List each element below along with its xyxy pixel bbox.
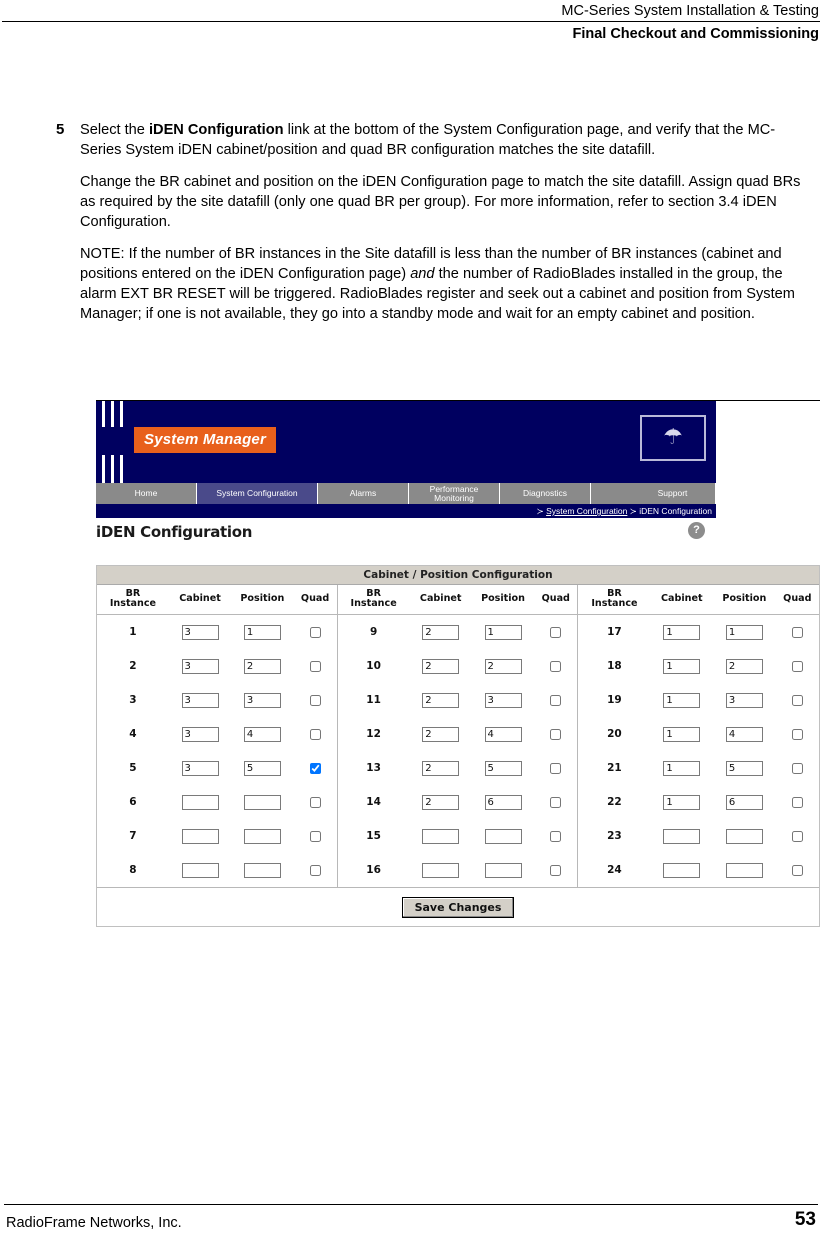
quad-cell	[534, 819, 577, 853]
table-row	[578, 785, 819, 819]
position-cell	[713, 853, 776, 887]
quad-cell	[294, 751, 337, 785]
quad-checkbox[interactable]	[550, 797, 561, 808]
position-input[interactable]	[726, 795, 763, 810]
position-cell	[231, 717, 293, 751]
screenshot-figure	[96, 400, 820, 914]
cabinet-input[interactable]	[663, 863, 700, 878]
breadcrumb-current: iDEN Configuration	[639, 506, 712, 516]
text-run: and	[410, 266, 435, 282]
text-run: NOTE: If the number of BR instances in the Site datafill is less than the number of BR instances (cabinet and positions entered on the iDEN Configuration page)	[80, 246, 782, 282]
position-input[interactable]	[485, 863, 522, 878]
quad-checkbox[interactable]	[310, 729, 321, 740]
quad-checkbox[interactable]	[550, 627, 561, 638]
position-input[interactable]	[244, 659, 281, 674]
quad-checkbox[interactable]	[792, 797, 803, 808]
cabinet-input[interactable]	[663, 625, 700, 640]
br-instance-value: 7	[129, 830, 137, 842]
table-header-row	[578, 585, 819, 615]
quad-checkbox[interactable]	[550, 831, 561, 842]
quad-checkbox[interactable]	[792, 627, 803, 638]
position-input[interactable]	[726, 659, 763, 674]
cabinet-cell	[169, 819, 231, 853]
position-cell	[231, 853, 293, 887]
cabinet-input[interactable]	[663, 693, 700, 708]
position-input[interactable]	[726, 761, 763, 776]
position-input[interactable]	[485, 727, 522, 742]
cabinet-position-panel	[96, 565, 820, 927]
cabinet-cell	[410, 683, 472, 717]
step-body	[80, 120, 808, 324]
quad-cell	[294, 649, 337, 683]
cabinet-input[interactable]	[182, 659, 219, 674]
position-input[interactable]	[485, 659, 522, 674]
position-input[interactable]	[726, 829, 763, 844]
cabinet-input[interactable]	[663, 659, 700, 674]
quad-cell	[534, 615, 577, 650]
position-cell	[472, 751, 534, 785]
app-banner	[96, 401, 716, 483]
column-header-position: Position	[472, 585, 534, 615]
paragraph-3-note	[80, 244, 808, 324]
quad-checkbox[interactable]	[792, 763, 803, 774]
position-cell	[472, 649, 534, 683]
br-instance-value: 16	[366, 864, 381, 876]
column-header-position: Position	[713, 585, 776, 615]
quad-cell	[776, 649, 819, 683]
cabinet-input[interactable]	[182, 693, 219, 708]
cabinet-input[interactable]	[182, 863, 219, 878]
cabinet-input[interactable]	[663, 761, 700, 776]
quad-checkbox[interactable]	[792, 695, 803, 706]
quad-cell	[776, 683, 819, 717]
quad-cell	[776, 785, 819, 819]
nav-item-label: Performance Monitoring	[429, 483, 479, 503]
cabinet-cell	[651, 785, 714, 819]
position-input[interactable]	[244, 863, 281, 878]
quad-cell	[534, 751, 577, 785]
breadcrumb-separator: ≻	[627, 506, 640, 516]
position-input[interactable]	[726, 693, 763, 708]
cabinet-input[interactable]	[422, 693, 459, 708]
column-header-position: Position	[231, 585, 293, 615]
breadcrumb-link-system-configuration[interactable]: System Configuration	[546, 506, 628, 516]
br-instance-value: 22	[607, 796, 622, 808]
footer-company: RadioFrame Networks, Inc.	[6, 1215, 182, 1231]
nav-item-support[interactable]	[630, 483, 716, 504]
column-header-br-instance: BR Instance	[338, 585, 410, 615]
cabinet-cell	[410, 853, 472, 887]
quad-cell	[776, 717, 819, 751]
table-row	[578, 853, 819, 887]
help-icon[interactable]: ?	[688, 522, 705, 539]
table-row	[578, 751, 819, 785]
config-table-3	[578, 585, 819, 887]
quad-cell	[776, 819, 819, 853]
br-instance-value: 9	[369, 626, 378, 638]
position-input[interactable]	[485, 829, 522, 844]
cabinet-cell	[169, 683, 231, 717]
column-header-br-instance: BR Instance	[97, 585, 169, 615]
table-row	[578, 683, 819, 717]
table-header-row	[97, 585, 337, 615]
quad-checkbox[interactable]	[310, 865, 321, 876]
quad-cell	[294, 683, 337, 717]
numbered-step	[56, 120, 808, 324]
column-header-cabinet: Cabinet	[169, 585, 231, 615]
position-input[interactable]	[726, 625, 763, 640]
table-row	[97, 785, 337, 819]
quad-checkbox[interactable]	[550, 695, 561, 706]
step-number: 5	[56, 121, 65, 138]
config-table-1	[97, 585, 337, 887]
position-cell	[472, 615, 534, 650]
app-title: System Manager	[134, 427, 276, 453]
position-cell	[231, 615, 293, 650]
save-changes-button[interactable]: Save Changes	[402, 897, 515, 918]
nav-item-label: Home	[134, 488, 158, 498]
breadcrumb-prefix: ≻	[536, 506, 547, 516]
page-title: iDEN Configuration	[96, 523, 253, 541]
cabinet-cell	[651, 853, 714, 887]
br-instance-value: 12	[366, 728, 381, 740]
position-cell	[231, 785, 293, 819]
cabinet-cell	[169, 785, 231, 819]
quad-cell	[534, 785, 577, 819]
position-cell	[231, 751, 293, 785]
cabinet-input[interactable]	[422, 795, 459, 810]
br-instance-value: 18	[607, 660, 622, 672]
body-content	[56, 120, 808, 324]
text-run: link at the bottom of the System Configuration page, and verify that the MC-Series System iDEN cabinet/position and quad BR configuration matches the site datafill.	[80, 122, 776, 158]
footer-divider	[4, 1204, 818, 1205]
paragraph-1	[80, 120, 808, 160]
quad-cell	[534, 683, 577, 717]
cabinet-input[interactable]	[182, 727, 219, 742]
br-instance-value: 20	[607, 728, 622, 740]
table-row	[97, 717, 337, 751]
cabinet-cell	[410, 649, 472, 683]
nav-spacer	[591, 483, 630, 504]
table-row	[578, 649, 819, 683]
quad-checkbox[interactable]	[550, 729, 561, 740]
cabinet-cell	[651, 819, 714, 853]
position-cell	[472, 785, 534, 819]
position-cell	[713, 649, 776, 683]
nav-item-label: Support	[657, 488, 688, 498]
cabinet-cell	[169, 649, 231, 683]
quad-checkbox[interactable]	[310, 763, 321, 774]
page-number: 53	[794, 1209, 816, 1230]
quad-checkbox[interactable]	[792, 729, 803, 740]
quad-cell	[294, 785, 337, 819]
quad-cell	[294, 717, 337, 751]
position-cell	[472, 853, 534, 887]
br-instance-value: 23	[607, 830, 622, 842]
text-run: Change the BR cabinet and position on the iDEN Configuration page to match the site datafill. Assign quad BRs as required by the site datafill (only one quad BR per group). For more information, refer to section 3.4 iDEN Configuration.	[80, 174, 801, 230]
br-instance-value: 8	[129, 864, 137, 876]
position-cell	[713, 717, 776, 751]
cabinet-cell	[410, 751, 472, 785]
table-row	[97, 683, 337, 717]
position-input[interactable]	[244, 625, 281, 640]
cabinet-input[interactable]	[422, 625, 459, 640]
quad-cell	[776, 853, 819, 887]
column-header-cabinet: Cabinet	[410, 585, 472, 615]
column-header-cabinet: Cabinet	[651, 585, 714, 615]
table-row	[338, 615, 578, 650]
br-instance-value: 14	[366, 796, 381, 808]
cabinet-input[interactable]	[422, 659, 459, 674]
table-row	[97, 751, 337, 785]
position-cell	[713, 751, 776, 785]
nav-item-label: System Configuration	[216, 488, 298, 498]
header-section-title: Final Checkout and Commissioning	[572, 26, 819, 42]
app-navbar[interactable]	[96, 483, 716, 504]
quad-cell	[776, 751, 819, 785]
column-header-quad: Quad	[776, 585, 819, 615]
quad-checkbox[interactable]	[310, 797, 321, 808]
cabinet-input[interactable]	[663, 829, 700, 844]
br-instance-value: 21	[607, 762, 622, 774]
br-instance-value: 1	[129, 626, 137, 638]
text-run: the number of RadioBlades installed in the group, the alarm EXT BR RESET will be triggered. RadioBlades register and seek out a cabinet and position from System Manager; if one is not available, they go into a standby mode and wait for an empty cabinet and position.	[80, 266, 795, 322]
quad-checkbox[interactable]	[792, 865, 803, 876]
position-cell	[231, 683, 293, 717]
banner-stripe-mask	[102, 427, 138, 455]
breadcrumb	[96, 504, 716, 518]
br-instance-value: 3	[129, 694, 137, 706]
nav-item-home[interactable]	[96, 483, 197, 504]
br-instance-value: 19	[607, 694, 622, 706]
position-cell	[713, 785, 776, 819]
app-page-title-row	[96, 518, 820, 552]
grid-column-3	[578, 585, 819, 887]
br-instance-value: 15	[366, 830, 381, 842]
cabinet-cell	[651, 649, 714, 683]
position-input[interactable]	[244, 727, 281, 742]
table-row	[338, 819, 578, 853]
cabinet-input[interactable]	[182, 761, 219, 776]
cabinet-input[interactable]	[422, 863, 459, 878]
quad-checkbox[interactable]	[310, 661, 321, 672]
cabinet-input[interactable]	[182, 625, 219, 640]
cabinet-cell	[410, 615, 472, 650]
cabinet-input[interactable]	[422, 727, 459, 742]
position-input[interactable]	[244, 829, 281, 844]
header-divider	[2, 21, 820, 22]
quad-cell	[534, 649, 577, 683]
cabinet-input[interactable]	[663, 727, 700, 742]
column-header-quad: Quad	[294, 585, 337, 615]
position-cell	[472, 717, 534, 751]
quad-checkbox[interactable]	[550, 865, 561, 876]
position-cell	[472, 683, 534, 717]
cabinet-cell	[651, 683, 714, 717]
position-cell	[713, 819, 776, 853]
table-row	[338, 751, 578, 785]
text-run: Select the	[80, 122, 149, 138]
position-input[interactable]	[485, 693, 522, 708]
position-input[interactable]	[244, 795, 281, 810]
config-table-2	[338, 585, 578, 887]
quad-checkbox[interactable]	[310, 695, 321, 706]
column-header-quad: Quad	[534, 585, 577, 615]
quad-cell	[294, 615, 337, 650]
nav-item-alarms[interactable]	[318, 483, 409, 504]
position-cell	[231, 819, 293, 853]
br-instance-value: 2	[129, 660, 137, 672]
quad-checkbox[interactable]	[792, 831, 803, 842]
cabinet-input[interactable]	[422, 761, 459, 776]
br-instance-value: 11	[366, 694, 381, 706]
cabinet-cell	[169, 751, 231, 785]
paragraph-2	[80, 172, 808, 232]
cabinet-cell	[169, 853, 231, 887]
table-row	[338, 785, 578, 819]
network-logo-icon: ☂	[640, 415, 706, 461]
br-instance-value: 6	[129, 796, 137, 808]
quad-cell	[534, 717, 577, 751]
quad-cell	[294, 853, 337, 887]
text-run: iDEN Configuration	[148, 122, 284, 138]
configuration-grid	[97, 585, 819, 887]
table-row	[578, 717, 819, 751]
cabinet-input[interactable]	[182, 795, 219, 810]
page-footer	[0, 1204, 822, 1231]
table-row	[338, 717, 578, 751]
grid-column-2	[338, 585, 579, 887]
cabinet-input[interactable]	[182, 829, 219, 844]
position-cell	[231, 649, 293, 683]
position-input[interactable]	[485, 625, 522, 640]
quad-cell	[776, 615, 819, 650]
cabinet-cell	[651, 615, 714, 650]
cabinet-input[interactable]	[422, 829, 459, 844]
header-document-title: MC-Series System Installation & Testing	[561, 3, 819, 19]
position-cell	[472, 819, 534, 853]
br-instance-value: 17	[607, 626, 622, 638]
grid-column-1	[97, 585, 338, 887]
nav-item-performance-monitoring[interactable]	[409, 483, 500, 504]
cabinet-cell	[410, 819, 472, 853]
table-row	[578, 615, 819, 650]
br-instance-value: 24	[607, 864, 622, 876]
cabinet-cell	[169, 615, 231, 650]
table-header-row	[338, 585, 578, 615]
position-input[interactable]	[244, 693, 281, 708]
nav-item-label: Diagnostics	[523, 488, 567, 498]
cabinet-cell	[169, 717, 231, 751]
quad-checkbox[interactable]	[792, 661, 803, 672]
position-input[interactable]	[485, 761, 522, 776]
table-row	[578, 819, 819, 853]
br-instance-value: 4	[129, 728, 137, 740]
quad-cell	[294, 819, 337, 853]
position-input[interactable]	[244, 761, 281, 776]
table-row	[97, 615, 337, 650]
table-row	[338, 853, 578, 887]
position-cell	[713, 615, 776, 650]
position-input[interactable]	[726, 863, 763, 878]
table-row	[97, 819, 337, 853]
br-instance-value: 5	[129, 762, 137, 774]
cabinet-cell	[410, 785, 472, 819]
position-cell	[713, 683, 776, 717]
table-row	[97, 649, 337, 683]
cabinet-cell	[410, 717, 472, 751]
page-header	[0, 0, 822, 44]
quad-cell	[534, 853, 577, 887]
panel-title: Cabinet / Position Configuration	[97, 566, 819, 585]
nav-item-diagnostics[interactable]	[500, 483, 591, 504]
table-row	[338, 683, 578, 717]
column-header-br-instance: BR Instance	[578, 585, 650, 615]
br-instance-value: 13	[366, 762, 381, 774]
cabinet-input[interactable]	[663, 795, 700, 810]
nav-item-system-configuration[interactable]	[197, 483, 318, 504]
quad-checkbox[interactable]	[550, 763, 561, 774]
position-input[interactable]	[726, 727, 763, 742]
quad-checkbox[interactable]	[310, 831, 321, 842]
nav-item-label: Alarms	[349, 488, 377, 498]
table-row	[338, 649, 578, 683]
quad-checkbox[interactable]	[310, 627, 321, 638]
save-row	[97, 887, 819, 926]
cabinet-cell	[651, 717, 714, 751]
table-row	[97, 853, 337, 887]
quad-checkbox[interactable]	[550, 661, 561, 672]
br-instance-value: 10	[366, 660, 381, 672]
position-input[interactable]	[485, 795, 522, 810]
cabinet-cell	[651, 751, 714, 785]
